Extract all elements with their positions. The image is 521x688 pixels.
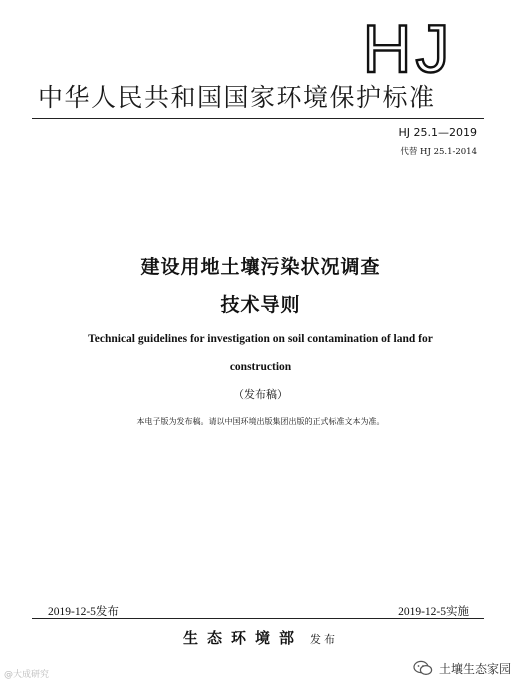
replaces-standard: 代替 HJ 25.1-2014 [400, 147, 477, 157]
watermark-left: @大成研究 [4, 670, 50, 680]
standard-number: HJ 25.1—2019 [398, 126, 477, 139]
publisher-line [0, 627, 521, 648]
wechat-icon [413, 660, 433, 676]
header-divider [32, 118, 484, 119]
document-title-zh-line1: 建设用地土壤污染状况调查 [140, 256, 381, 278]
document-title-en-line2: construction [229, 361, 292, 373]
org-title: 中华人民共和国国家环境保护标准 [38, 83, 436, 112]
watermark-right-label: 土壤生态家园 [438, 661, 511, 676]
draft-label: （发布稿） [233, 388, 288, 401]
hj-logo [348, 14, 468, 78]
ministry-name: 生态环境部 [182, 629, 303, 647]
implementation-date: 2019-12-5实施 [398, 606, 469, 618]
document-title-en-line1: Technical guidelines for investigation on soil contamination of land for [88, 333, 433, 345]
watermark-right [413, 659, 511, 677]
issued-by-label: 发布 [310, 633, 339, 646]
document-title-zh-line2: 技术导则 [220, 294, 301, 316]
hj-logo-text: HJ [362, 14, 454, 78]
electronic-version-notice: 本电子版为发布稿。请以中国环境出版集团出版的正式标准文本为准。 [136, 417, 385, 426]
footer-divider [32, 618, 484, 619]
issue-date: 2019-12-5发布 [48, 606, 119, 618]
hj-logo-mark [348, 14, 468, 78]
